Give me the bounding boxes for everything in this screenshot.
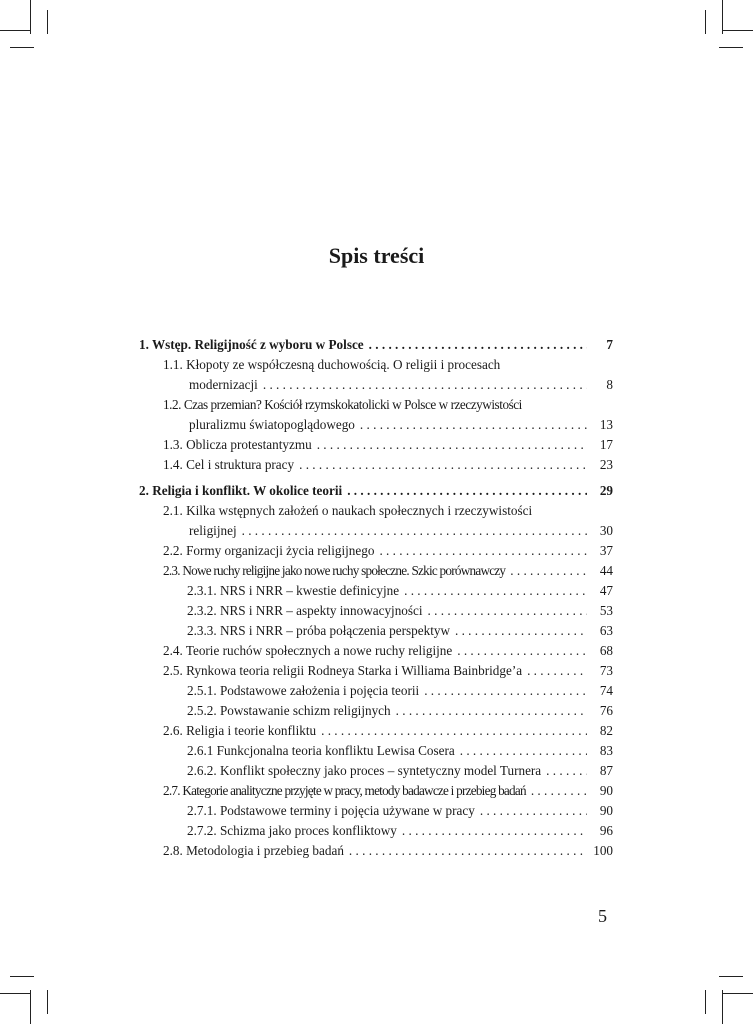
toc-entry-title: 1.2. Czas przemian? Kościół rzymskokatolicki w Polsce w rzeczywistości — [163, 397, 522, 412]
page-title: Spis treści — [328, 243, 425, 268]
toc-entry[interactable] — [139, 541, 613, 561]
toc-entry[interactable] — [139, 741, 613, 761]
toc-entry[interactable] — [139, 601, 613, 621]
toc-entry[interactable] — [139, 581, 613, 601]
toc-leader-dots — [263, 375, 587, 395]
toc-entry[interactable] — [139, 395, 613, 435]
crop-mark-br-v1 — [722, 990, 723, 1024]
crop-mark-tr-h1 — [723, 30, 753, 31]
toc-entry-title: 1.4. Cel i struktura pracy — [163, 457, 295, 472]
crop-mark-bl-h2 — [10, 976, 34, 977]
crop-mark-tr-v1 — [722, 0, 723, 34]
toc-entry[interactable] — [139, 455, 613, 475]
toc-leader-dots — [480, 801, 587, 821]
toc-entry[interactable] — [139, 621, 613, 641]
crop-mark-br-v2 — [705, 990, 706, 1014]
toc-leader-dots — [546, 761, 587, 781]
toc-entry[interactable] — [139, 841, 613, 861]
toc-entry[interactable] — [139, 561, 613, 581]
toc-entry-page: 23 — [599, 457, 613, 472]
toc-entry-title-continued: religijnej — [189, 523, 237, 538]
crop-mark-tl-v2 — [47, 10, 48, 34]
toc-entry[interactable] — [139, 481, 613, 501]
toc-entry-title: 1. Wstęp. Religijność z wyboru w Polsce — [139, 337, 364, 352]
toc-entry-page: 37 — [599, 543, 613, 558]
toc-entry[interactable] — [139, 801, 613, 821]
toc-leader-dots — [457, 641, 587, 661]
toc-entry-page: 30 — [599, 523, 613, 538]
crop-mark-bl-v1 — [30, 990, 31, 1024]
toc-entry-title: 2.8. Metodologia i przebieg badań — [163, 843, 344, 858]
toc-entry-title: 1.1. Kłopoty ze współczesną duchowością. O religii i procesach — [163, 357, 501, 372]
toc-entry[interactable] — [139, 761, 613, 781]
toc-entry[interactable] — [139, 501, 613, 541]
toc-entry-page: 13 — [599, 417, 613, 432]
toc-entry-page: 63 — [599, 623, 613, 638]
toc-entry-title-continued: modernizacji — [189, 377, 258, 392]
toc-entry-title: 2.7. Kategorie analityczne przyjęte w pracy, metody badawcze i przebieg badań — [163, 783, 526, 798]
toc-entry-page: 53 — [599, 603, 613, 618]
toc-leader-dots — [379, 541, 587, 561]
toc-entry[interactable] — [139, 821, 613, 841]
toc-leader-dots — [455, 621, 587, 641]
toc-entry-page: 100 — [593, 843, 613, 858]
crop-mark-tr-h2 — [719, 47, 743, 48]
page-number: 5 — [598, 906, 607, 926]
crop-mark-tl-v1 — [30, 0, 31, 34]
toc-entry-page: 47 — [599, 583, 613, 598]
toc-entry-title: 2.6. Religia i teorie konfliktu — [163, 723, 317, 738]
toc-entry[interactable] — [139, 721, 613, 741]
toc-entry-page: 8 — [606, 377, 613, 392]
toc-leader-dots — [404, 581, 587, 601]
toc-entry-page: 74 — [599, 683, 613, 698]
toc-entry-title: 2.6.2. Konflikt społeczny jako proces – syntetyczny model Turnera — [187, 763, 542, 778]
crop-mark-tl-h2 — [10, 47, 34, 48]
toc-leader-dots — [531, 781, 587, 801]
toc-entry[interactable] — [139, 435, 613, 455]
toc-entry[interactable] — [139, 335, 613, 355]
toc-entry-page: 83 — [599, 743, 613, 758]
toc-entry-title: 2.1. Kilka wstępnych założeń o naukach społecznych i rzeczywistości — [163, 503, 533, 518]
toc-entry-title-continued: pluralizmu światopoglądowego — [189, 417, 355, 432]
table-of-contents — [139, 335, 613, 861]
toc-leader-dots — [299, 455, 587, 475]
toc-leader-dots — [349, 841, 587, 861]
toc-entry-title: 2.6.1 Funkcjonalna teoria konfliktu Lewisa Cosera — [187, 743, 455, 758]
toc-entry-page: 96 — [599, 823, 613, 838]
crop-mark-bl-v2 — [47, 990, 48, 1014]
crop-mark-br-h1 — [723, 993, 753, 994]
toc-leader-dots — [510, 561, 587, 581]
toc-leader-dots — [317, 435, 587, 455]
toc-entry-title: 2.2. Formy organizacji życia religijnego — [163, 543, 375, 558]
toc-entry-title: 2.7.2. Schizma jako proces konfliktowy — [187, 823, 397, 838]
toc-leader-dots — [428, 601, 587, 621]
crop-mark-tl-h1 — [0, 30, 30, 31]
toc-entry-title: 2.5.2. Powstawanie schizm religijnych — [187, 703, 391, 718]
toc-leader-dots — [424, 681, 587, 701]
toc-leader-dots — [242, 521, 587, 541]
toc-leader-dots — [321, 721, 587, 741]
toc-entry-title: 2.3.2. NRS i NRR – aspekty innowacyjności — [187, 603, 423, 618]
toc-entry-page: 68 — [599, 643, 613, 658]
toc-entry-title: 2.5.1. Podstawowe założenia i pojęcia teorii — [187, 683, 420, 698]
toc-entry-page: 82 — [599, 723, 613, 738]
crop-mark-bl-h1 — [0, 993, 30, 994]
toc-leader-dots — [369, 335, 587, 355]
toc-entry-page: 76 — [599, 703, 613, 718]
toc-entry-title: 1.3. Oblicza protestantyzmu — [163, 437, 312, 452]
toc-leader-dots — [402, 821, 587, 841]
toc-entry[interactable] — [139, 355, 613, 395]
toc-entry-title: 2.3.1. NRS i NRR – kwestie definicyjne — [187, 583, 400, 598]
toc-entry[interactable] — [139, 701, 613, 721]
toc-leader-dots — [527, 661, 587, 681]
toc-entry-page: 90 — [599, 803, 613, 818]
toc-entry[interactable] — [139, 641, 613, 661]
toc-leader-dots — [396, 701, 587, 721]
toc-entry-title: 2.4. Teorie ruchów społecznych a nowe ruchy religijne — [163, 643, 453, 658]
toc-entry-page: 44 — [599, 563, 613, 578]
toc-entry-page: 87 — [599, 763, 613, 778]
toc-entry-title: 2.3.3. NRS i NRR – próba połączenia perspektyw — [187, 623, 450, 638]
toc-entry-title: 2. Religia i konflikt. W okolice teorii — [139, 483, 343, 498]
toc-leader-dots — [347, 481, 587, 501]
toc-leader-dots — [360, 415, 587, 435]
crop-mark-br-h2 — [719, 976, 743, 977]
toc-entry-page: 73 — [599, 663, 613, 678]
toc-entry-title: 2.7.1. Podstawowe terminy i pojęcia używane w pracy — [187, 803, 475, 818]
toc-entry[interactable] — [139, 661, 613, 681]
toc-entry-page: 7 — [606, 337, 613, 352]
toc-entry[interactable] — [139, 781, 613, 801]
toc-entry[interactable] — [139, 681, 613, 701]
toc-entry-title: 2.5. Rynkowa teoria religii Rodneya Starka i Williama Bainbridge’a — [163, 663, 523, 678]
toc-leader-dots — [460, 741, 587, 761]
toc-entry-title: 2.3. Nowe ruchy religijne jako nowe ruchy społeczne. Szkic porównawczy — [163, 563, 506, 578]
toc-entry-page: 29 — [599, 483, 613, 498]
crop-mark-tr-v2 — [705, 10, 706, 34]
toc-entry-page: 90 — [599, 783, 613, 798]
toc-entry-page: 17 — [599, 437, 613, 452]
